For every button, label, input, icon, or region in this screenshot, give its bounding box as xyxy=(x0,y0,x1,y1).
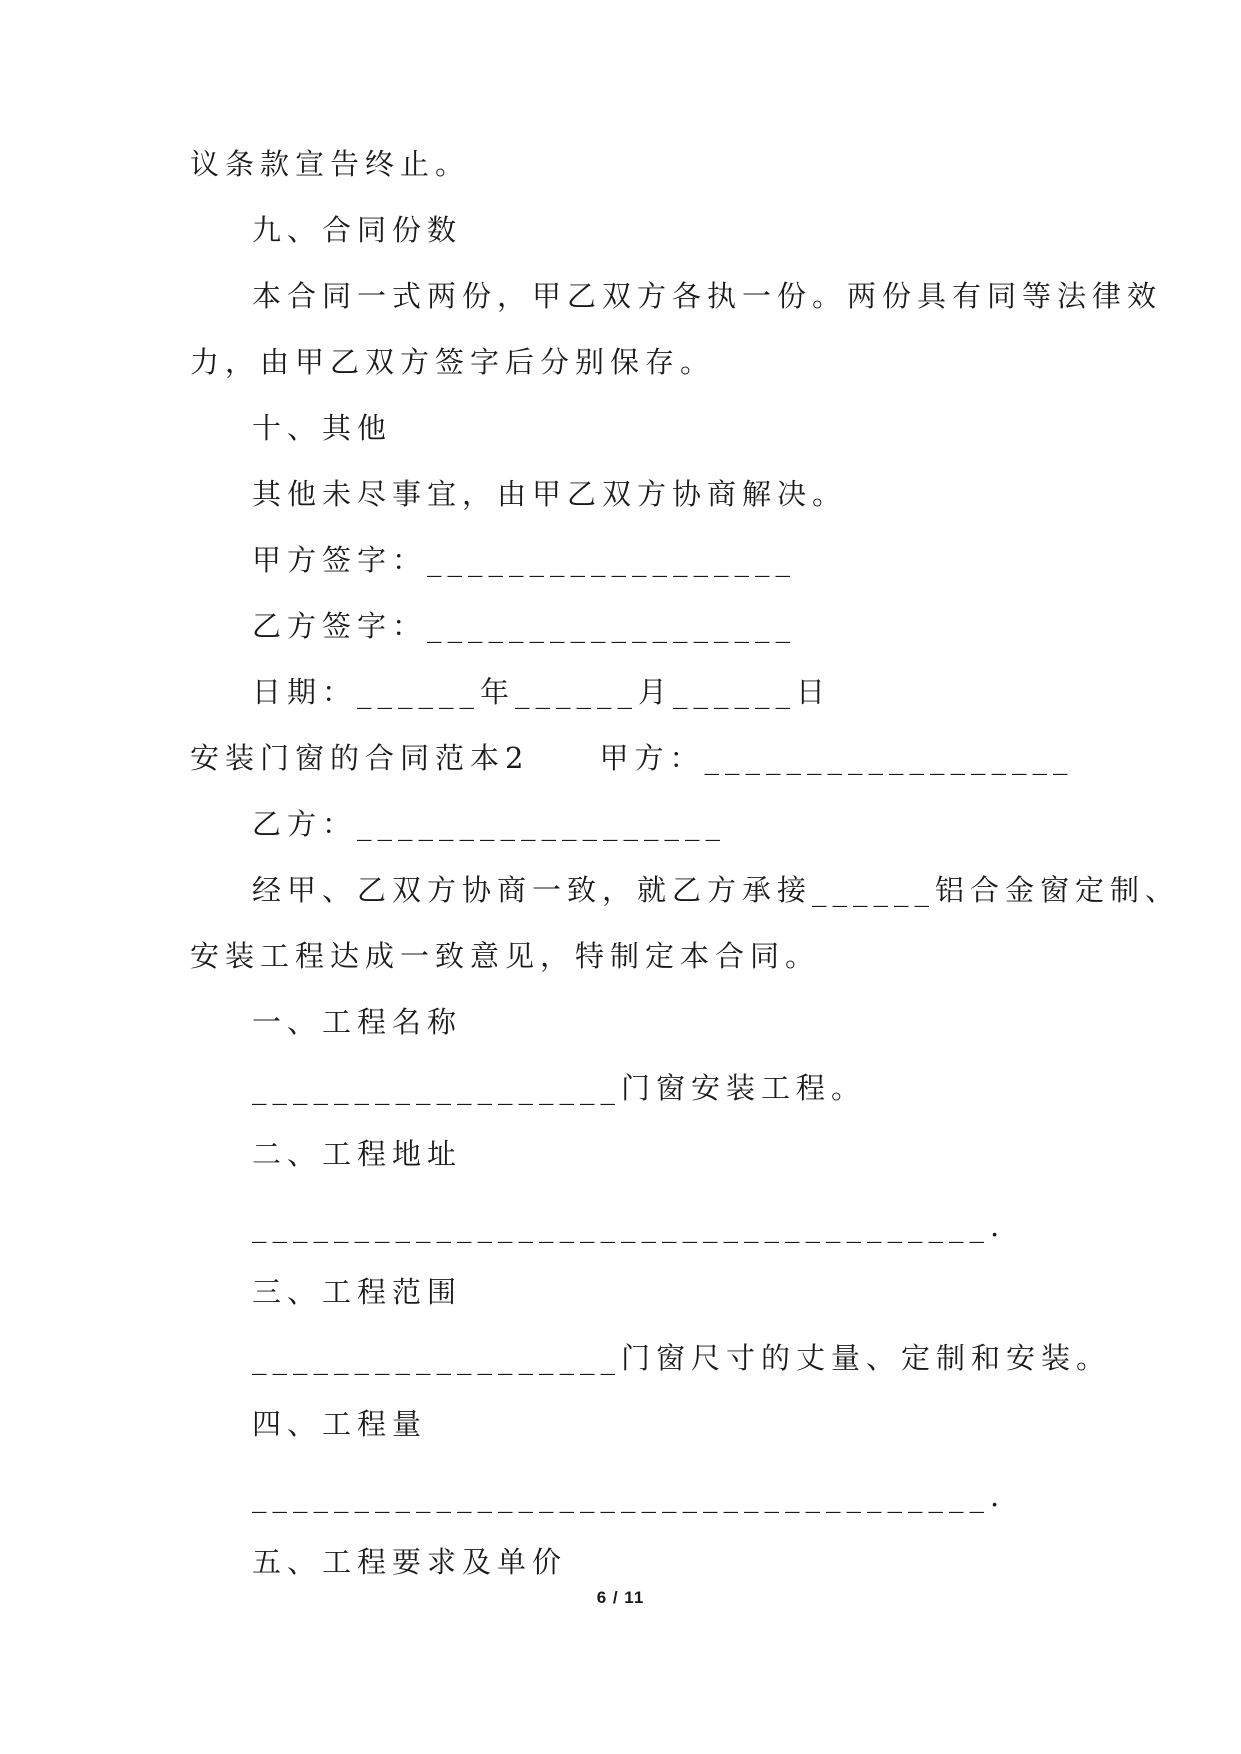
blank-line: ____________________________________. xyxy=(252,1479,1006,1513)
date-line: 日期：______年______月______日 xyxy=(252,675,832,709)
text-line: 议条款宣告终止。 xyxy=(190,147,471,181)
contract-title-line: 安装门窗的合同范本2 甲方：__________________ xyxy=(190,741,1074,775)
party-b-line: 乙方：__________________ xyxy=(252,807,727,841)
section-heading: 四、工程量 xyxy=(252,1407,428,1441)
section-heading: 二、工程地址 xyxy=(252,1137,463,1171)
party-b-signature-line: 乙方签字：__________________ xyxy=(252,609,797,643)
page-number: 6 / 11 xyxy=(596,1588,645,1607)
section-heading: 五、工程要求及单价 xyxy=(252,1545,568,1579)
text-line: 经甲、乙双方协商一致，就乙方承接______铝合金窗定制、 xyxy=(252,873,1181,907)
section-heading: 九、合同份数 xyxy=(252,213,463,247)
text-line: 力，由甲乙双方签字后分别保存。 xyxy=(190,345,716,379)
section-heading: 三、工程范围 xyxy=(252,1275,463,1309)
text-line: 其他未尽事宜，由甲乙双方协商解决。 xyxy=(252,477,848,511)
text-line: __________________门窗尺寸的丈量、定制和安装。 xyxy=(252,1341,1112,1375)
text-line: 本合同一式两份，甲乙双方各执一份。两份具有同等法律效 xyxy=(252,279,1163,313)
section-heading: 十、其他 xyxy=(252,411,393,445)
text-line: 安装工程达成一致意见，特制定本合同。 xyxy=(190,939,821,973)
text-line: __________________门窗安装工程。 xyxy=(252,1071,867,1105)
party-a-signature-line: 甲方签字：__________________ xyxy=(252,543,797,577)
blank-line: ____________________________________. xyxy=(252,1209,1006,1243)
section-heading: 一、工程名称 xyxy=(252,1005,463,1039)
